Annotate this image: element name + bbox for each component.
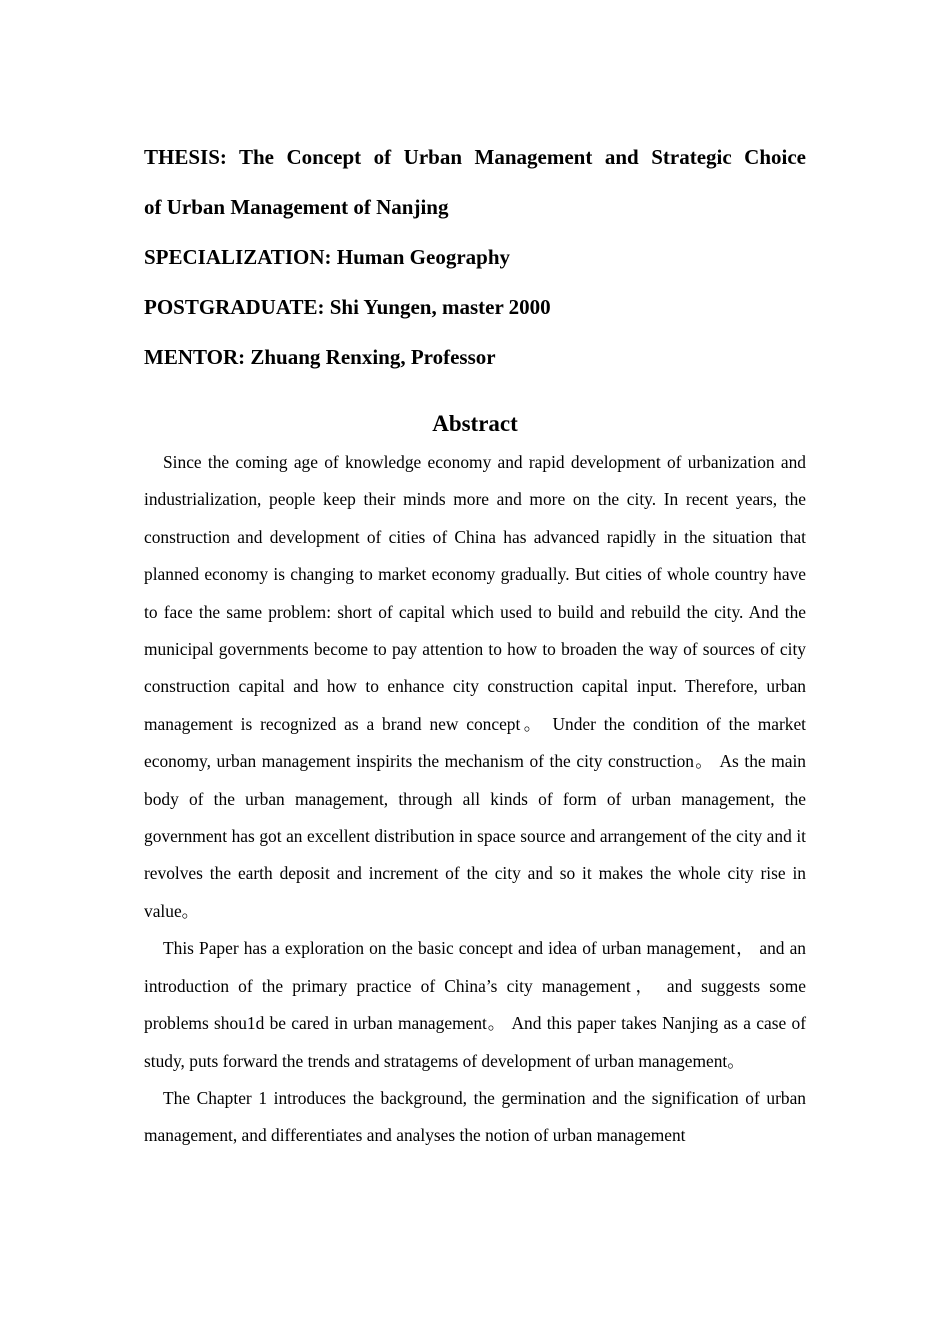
abstract-paragraph-3: The Chapter 1 introduces the background, the germination and the signification of urban management, and differentiates and analyses the notion of urban management	[144, 1087, 806, 1146]
abstract-paragraph-1: Since the coming age of knowledge economy and rapid development of urbanization and industrialization, people keep their minds more and more on the city. In recent years, the construction and development of cities of China has advanced rapidly in the situation that planned economy is changing to market economy gradually. But cities of whole country have to face the same problem: short of capital which used to build and rebuild the city. And the municipal governments become to pay attention to how to broaden the way of sources of city construction capital and how to enhance city construction capital input. Therefore, urban management is recognized as a brand new concept。 Under the condition of the market economy, urban management inspirits the mechanism of the city construction。 As the main body of the urban management, through all kinds of form of urban management, the government has got an excellent distribution in space source and arrangement of the city and it revolves the earth deposit and increment of the city and so it makes the whole city rise in value。	[144, 452, 806, 921]
abstract-heading: Abstract	[432, 411, 518, 436]
thesis-title-line-1: THESIS: The Concept of Urban Management and Strategic Choice	[144, 145, 806, 169]
specialization-line: SPECIALIZATION: Human Geography	[144, 245, 511, 269]
abstract-paragraph-2: This Paper has a exploration on the basic concept and idea of urban management， and an introduction of the primary practice of China’s city management， and suggests some problems shou1d be cared in urban management。 And this paper takes Nanjing as a case of study, puts forward the trends and stratagems of development of urban management。	[144, 938, 806, 1071]
thesis-title-line-2: of Urban Management of Nanjing	[144, 195, 449, 219]
postgraduate-line: POSTGRADUATE: Shi Yungen, master 2000	[144, 295, 551, 319]
document-page	[144, 132, 806, 1155]
mentor-line: MENTOR: Zhuang Renxing, Professor	[144, 345, 496, 369]
